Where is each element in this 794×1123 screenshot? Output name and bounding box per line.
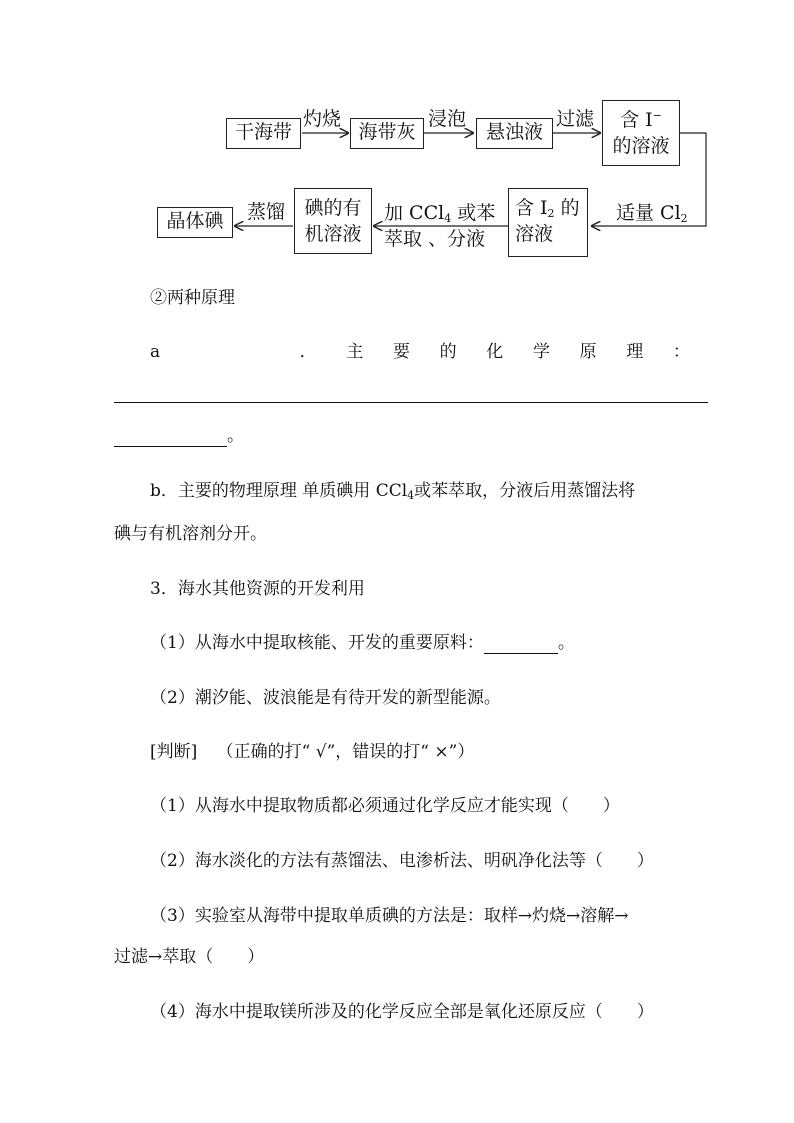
label-cl2: 适量 $Cl_2$ <box>616 202 688 225</box>
section-principles: ②两种原理 <box>150 288 235 308</box>
judge-q3-line2[interactable]: 过滤→萃取（ ） <box>114 947 265 967</box>
box-crystal-iodine: 晶体碘 <box>157 207 233 238</box>
label-burn: 灼烧 <box>303 108 342 130</box>
answer-blank-nuclear[interactable] <box>484 633 558 654</box>
item-a-answer-end: 。 <box>114 425 244 447</box>
judge-tag: [判断] <box>150 742 198 762</box>
answer-blank-short[interactable] <box>114 426 227 447</box>
box-dried-kelp: 干海带 <box>226 118 301 149</box>
item-a-line: a ． 主 要 的 化 学 原 理 ： <box>150 342 690 362</box>
answer-blank-full[interactable] <box>114 402 708 403</box>
item3-2: （2）潮汐能、波浪能是有待开发的新型能源。 <box>150 688 501 708</box>
section3-title: 3．海水其他资源的开发利用 <box>150 579 365 599</box>
label-distill: 蒸馏 <box>247 201 286 223</box>
judge-q3-line1[interactable]: （3）实验室从海带中提取单质碘的方法是：取样→灼烧→溶解→ <box>150 906 629 926</box>
judge-q1[interactable]: （1）从海水中提取物质都必须通过化学反应才能实现（ ） <box>150 796 620 816</box>
item-a-prefix: a <box>150 342 161 362</box>
box-kelp-ash: 海带灰 <box>350 118 424 149</box>
judge-header <box>150 741 474 763</box>
box-iodine-solution: 含 $I_2$ 的 溶液 <box>508 188 588 257</box>
judge-instruction: （正确的打“ √”，错误的打“ ×”） <box>216 742 475 762</box>
label-soak: 浸泡 <box>428 108 467 130</box>
item3-1: （1）从海水中提取核能、开发的重要原料： 。 <box>150 633 575 653</box>
item-b-line2: 碘与有机溶剂分开。 <box>114 524 267 544</box>
judge-q4[interactable]: （4）海水中提取镁所涉及的化学反应全部是氧化还原反应（ ） <box>150 1002 654 1022</box>
item-b-line1: b．主要的物理原理 单质碘用 CCl$_4$或苯萃取，分液后用蒸馏法将 <box>150 481 636 502</box>
box-organic-solution: 碘的有 机溶液 <box>294 188 372 254</box>
label-filter: 过滤 <box>556 108 595 130</box>
label-extract: 加 CCl$_4$ 或苯 萃取 、分液 <box>384 202 496 250</box>
box-iodide-solution: 含 I− 的溶液 <box>602 100 680 166</box>
box-suspension: 悬浊液 <box>476 118 553 149</box>
judge-q2[interactable]: （2）海水淡化的方法有蒸馏法、电渗析法、明矾净化法等（ ） <box>150 851 654 871</box>
